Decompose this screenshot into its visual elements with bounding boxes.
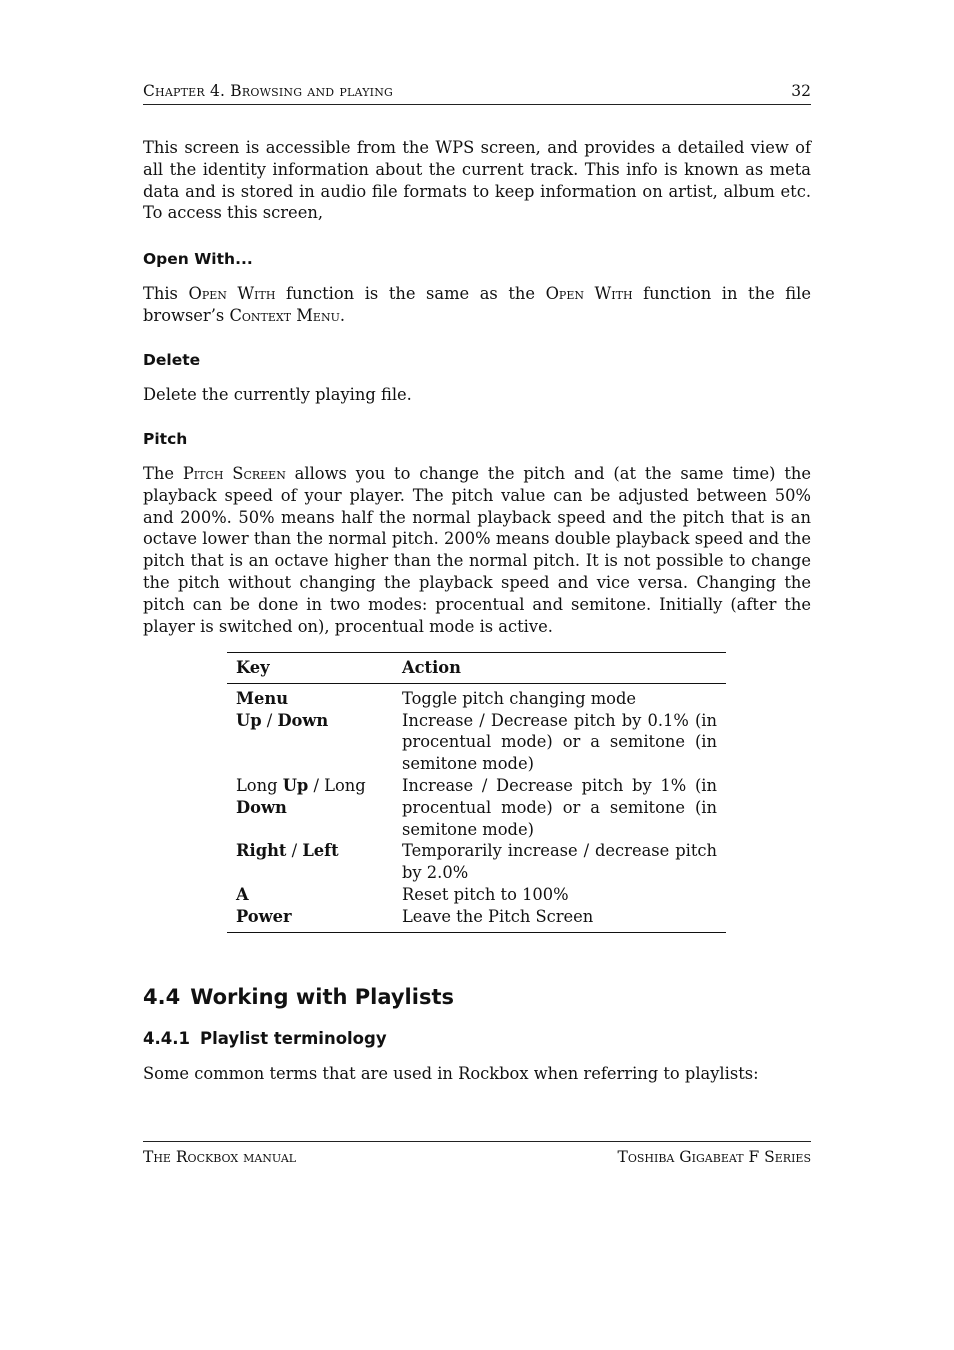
delete-heading: Delete	[143, 351, 201, 369]
context-menu-term: Context Menu	[229, 305, 340, 325]
table-row	[227, 775, 726, 840]
action-cell: Temporarily increase / decrease pitch by 2.0%	[402, 841, 717, 883]
open-with-paragraph: This Open With function is the same as the Open With function in the file browser’s Context Menu.	[143, 284, 811, 325]
page-number: 32	[791, 82, 811, 100]
section-title: 4.4 Working with Playlists	[143, 985, 454, 1009]
pitch-keys-table	[227, 652, 726, 933]
table-row	[227, 683, 726, 709]
table-row	[227, 884, 726, 906]
table-row	[227, 906, 726, 932]
key-column-header: Key	[236, 658, 270, 677]
open-with-term: Open With	[188, 284, 276, 303]
pitch-heading: Pitch	[143, 430, 188, 448]
table-row	[227, 840, 726, 884]
subsection-paragraph: Some common terms that are used in Rockbox when referring to playlists:	[143, 1064, 759, 1083]
action-cell: Increase / Decrease pitch by 1% (in procentual mode) or a semitone (in semitone mode)	[402, 775, 717, 839]
subsection-title: 4.4.1 Playlist terminology	[143, 1029, 387, 1048]
action-cell: Toggle pitch changing mode	[402, 688, 637, 708]
intro-paragraph: This screen is accessible from the WPS screen, and provides a detailed view of all the identity information about the current track. This info is known as meta data and is stored in audio file formats to keep information on artist, album etc. To access this screen,	[143, 138, 811, 223]
key-cell: Menu	[236, 688, 289, 708]
running-header	[143, 82, 811, 105]
pitch-screen-term: Pitch Screen	[182, 464, 286, 483]
key-cell: Up / Down	[236, 710, 329, 730]
key-cell: Power	[236, 906, 292, 926]
footer-device-name: Toshiba Gigabeat F Series	[617, 1148, 811, 1166]
running-footer	[143, 1141, 811, 1166]
action-cell: Leave the Pitch Screen	[402, 906, 594, 926]
chapter-title: Chapter 4. Browsing and playing	[143, 82, 394, 100]
delete-paragraph: Delete the currently playing file.	[143, 385, 412, 404]
footer-manual-title: The Rockbox manual	[143, 1148, 297, 1166]
action-cell: Reset pitch to 100%	[402, 884, 569, 904]
key-cell: Right / Left	[236, 841, 339, 861]
key-cell: A	[236, 884, 249, 904]
pitch-paragraph: The Pitch Screen allows you to change the pitch and (at the same time) the playback speed of your player. The pitch value can be adjusted between 50% and 200%. 50% means half the normal playback speed and the pitch that is an octave lower than the normal pitch. 200% means double playback speed and the pitch that is an octave higher than the normal pitch. It is not possible to change the pitch without changing the playback speed and vice versa. Changing the pitch can be done in two modes: procentual and semitone. Initially (after the player is switched on), procentual mode is active.	[143, 464, 811, 636]
table-header-row	[227, 653, 726, 684]
table-row	[227, 710, 726, 775]
open-with-term: Open With	[545, 284, 633, 303]
action-column-header: Action	[402, 658, 461, 677]
open-with-heading: Open With...	[143, 250, 253, 268]
key-cell: Long Up / Long Down	[236, 775, 366, 817]
action-cell: Increase / Decrease pitch by 0.1% (in procentual mode) or a semitone (in semitone mode)	[402, 710, 717, 774]
